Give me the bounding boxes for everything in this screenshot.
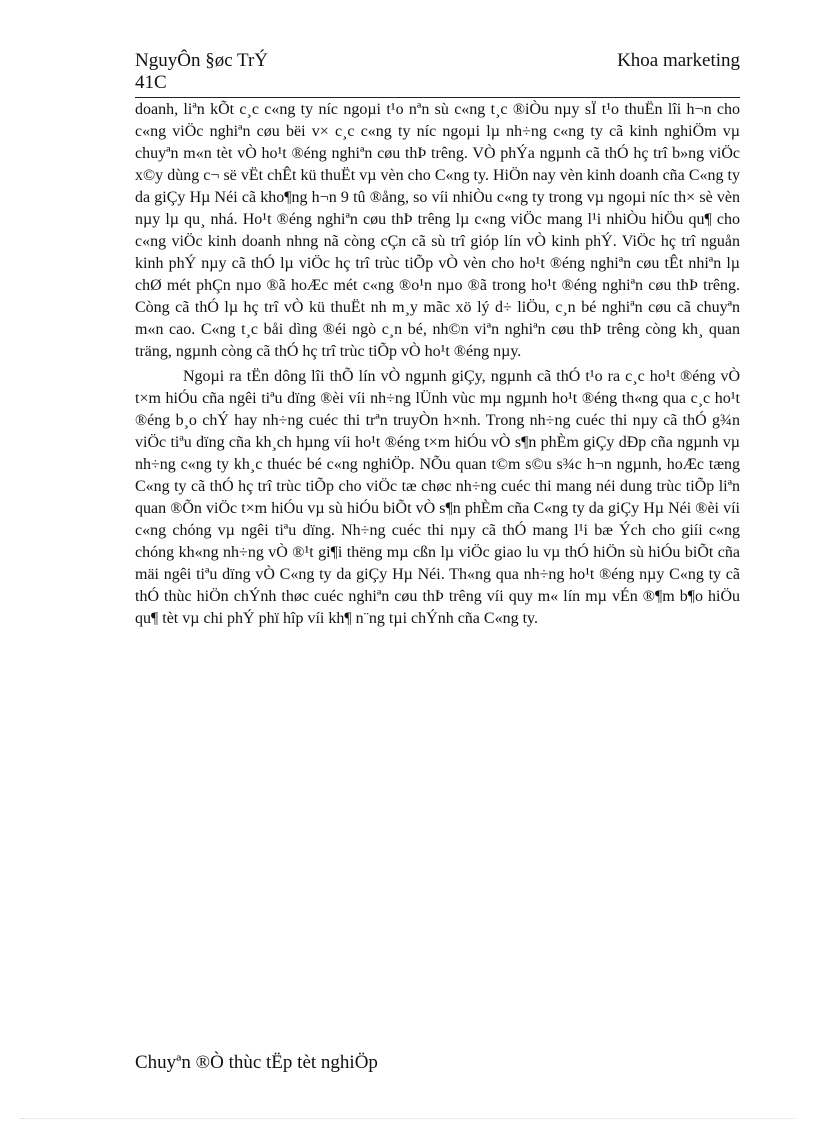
header-row bbox=[135, 50, 740, 72]
paragraph-ngoai-ra: Ngoµi ra tËn dông lîi thÕ lín vÒ ngµnh giÇy, ngµnh cã thÓ t¹o ra c¸c ho¹t ®éng vÒ t×m hiÓu cña ngêi tiªu dïng ®èi víi nh÷ng lÜnh vùc mµ ngµnh ho¹t ®éng th«ng qua c¸c ho¹t ®éng b¸o chÝ hay nh÷ng cuéc thi trªn truyÒn h×nh. Trong nh÷ng cuéc thi nµy cã thÓ g¾n viÖc tiªu dïng cña kh¸ch hµng víi ho¹t ®éng t×m hiÓu vÒ s¶n phÈm giÇy dÐp cña ngµnh vµ nh÷ng c«ng ty kh¸c thuéc bé c«ng nghiÖp. NÕu quan t©m s©u s¾c h¬n ngµnh, hoÆc tæng C«ng ty cã thÓ hç trî trùc tiÕp cho viÖc tæ chøc nh÷ng cuéc thi mang néi dung trùc tiÕp liªn quan ®Õn viÖc t×m hiÓu vµ sù hiÓu biÕt vÒ s¶n phÈm cña C«ng ty da giÇy Hµ Néi ®èi víi c«ng chóng vµ ngêi tiªu dïng. Nh÷ng cuéc thi nµy cã thÓ mang l¹i bæ Ých cho giíi c«ng chóng kh«ng nh÷ng vÒ ®¹t gi¶i thëng mµ cßn lµ viÖc giao lu vµ thÓ hiÖn sù hiÓu biÕt cña mäi ngêi tiªu dïng vÒ C«ng ty da giÇy Hµ Néi. Th«ng qua nh÷ng ho¹t ®éng nµy C«ng ty cã thÓ thùc hiÖn chÝnh thøc cuéc nghiªn cøu thÞ trêng víi quy m« lín mµ vÉn ®¶m b¶o hiÖu qu¶ tèt vµ chi phÝ phï hîp víi kh¶ n¨ng tµi chÝnh cña C«ng ty. bbox=[135, 368, 740, 627]
header-rule bbox=[135, 97, 740, 98]
page-footer: Chuyªn ®Ò thùc tËp tèt nghiÖp bbox=[135, 1052, 378, 1073]
page-header bbox=[135, 50, 740, 94]
author-name: NguyÔn §øc TrÝ bbox=[135, 50, 269, 71]
page-bottom-border bbox=[20, 1118, 796, 1119]
document-body bbox=[135, 99, 740, 630]
department-name: Khoa marketing bbox=[617, 50, 740, 71]
class-code: 41C bbox=[135, 72, 167, 93]
paragraph-continued: doanh, liªn kÕt c¸c c«ng ty níc ngoµi t¹o nªn sù c«ng t¸c ®iÒu nµy sÏ t¹o thuËn lîi h¬n cho c«ng viÖc nghiªn cøu bëi v× c¸c c«ng ty níc ngoµi lµ nh÷ng c«ng ty cã kinh nghiÖm vµ chuyªn m«n tèt vÒ ho¹t ®éng nghiªn cøu thÞ trêng. VÒ phÝa ngµnh cã thÓ hç trî b»ng viÖc x©y dùng c¬ së vËt chÊt kü thuËt vµ vèn cho C«ng ty. HiÖn nay vèn kinh doanh cña C«ng ty da giÇy Hµ Néi cã kho¶ng h¬n 9 tû ®ång, so víi nhiÒu c«ng ty trong vµ ngoµi níc th× sè vèn nµy lµ qu¸ nhá. Ho¹t ®éng nghiªn cøu thÞ trêng lµ c«ng viÖc mang l¹i nhiÒu hiÖu qu¶ cho c«ng viÖc kinh doanh nhng nã còng cÇn cã sù trî gióp lín vÒ kinh phÝ. ViÖc hç trî nguån kinh phÝ nµy cã thÓ lµ viÖc hç trî trùc tiÕp vÒ vèn cho ho¹t ®éng nghiªn cøu tÊt nhiªn lµ chØ mét phÇn nµo ®ã hoÆc mét c«ng ®o¹n nµo ®ã trong ho¹t ®éng nghiªn cøu thÞ trêng. Còng cã thÓ lµ hç trî vÒ kü thuËt nh m¸y mãc xö lý d÷ liÖu, c¸n bé nghiªn cøu cã chuyªn m«n cao. C«ng t¸c båi dìng ®éi ngò c¸n bé, nh©n viªn nghiªn cøu thÞ trêng còng kh¸ quan träng, ngµnh còng cã thÓ hç trî trùc tiÕp vÒ ho¹t ®éng nµy. bbox=[135, 101, 740, 360]
